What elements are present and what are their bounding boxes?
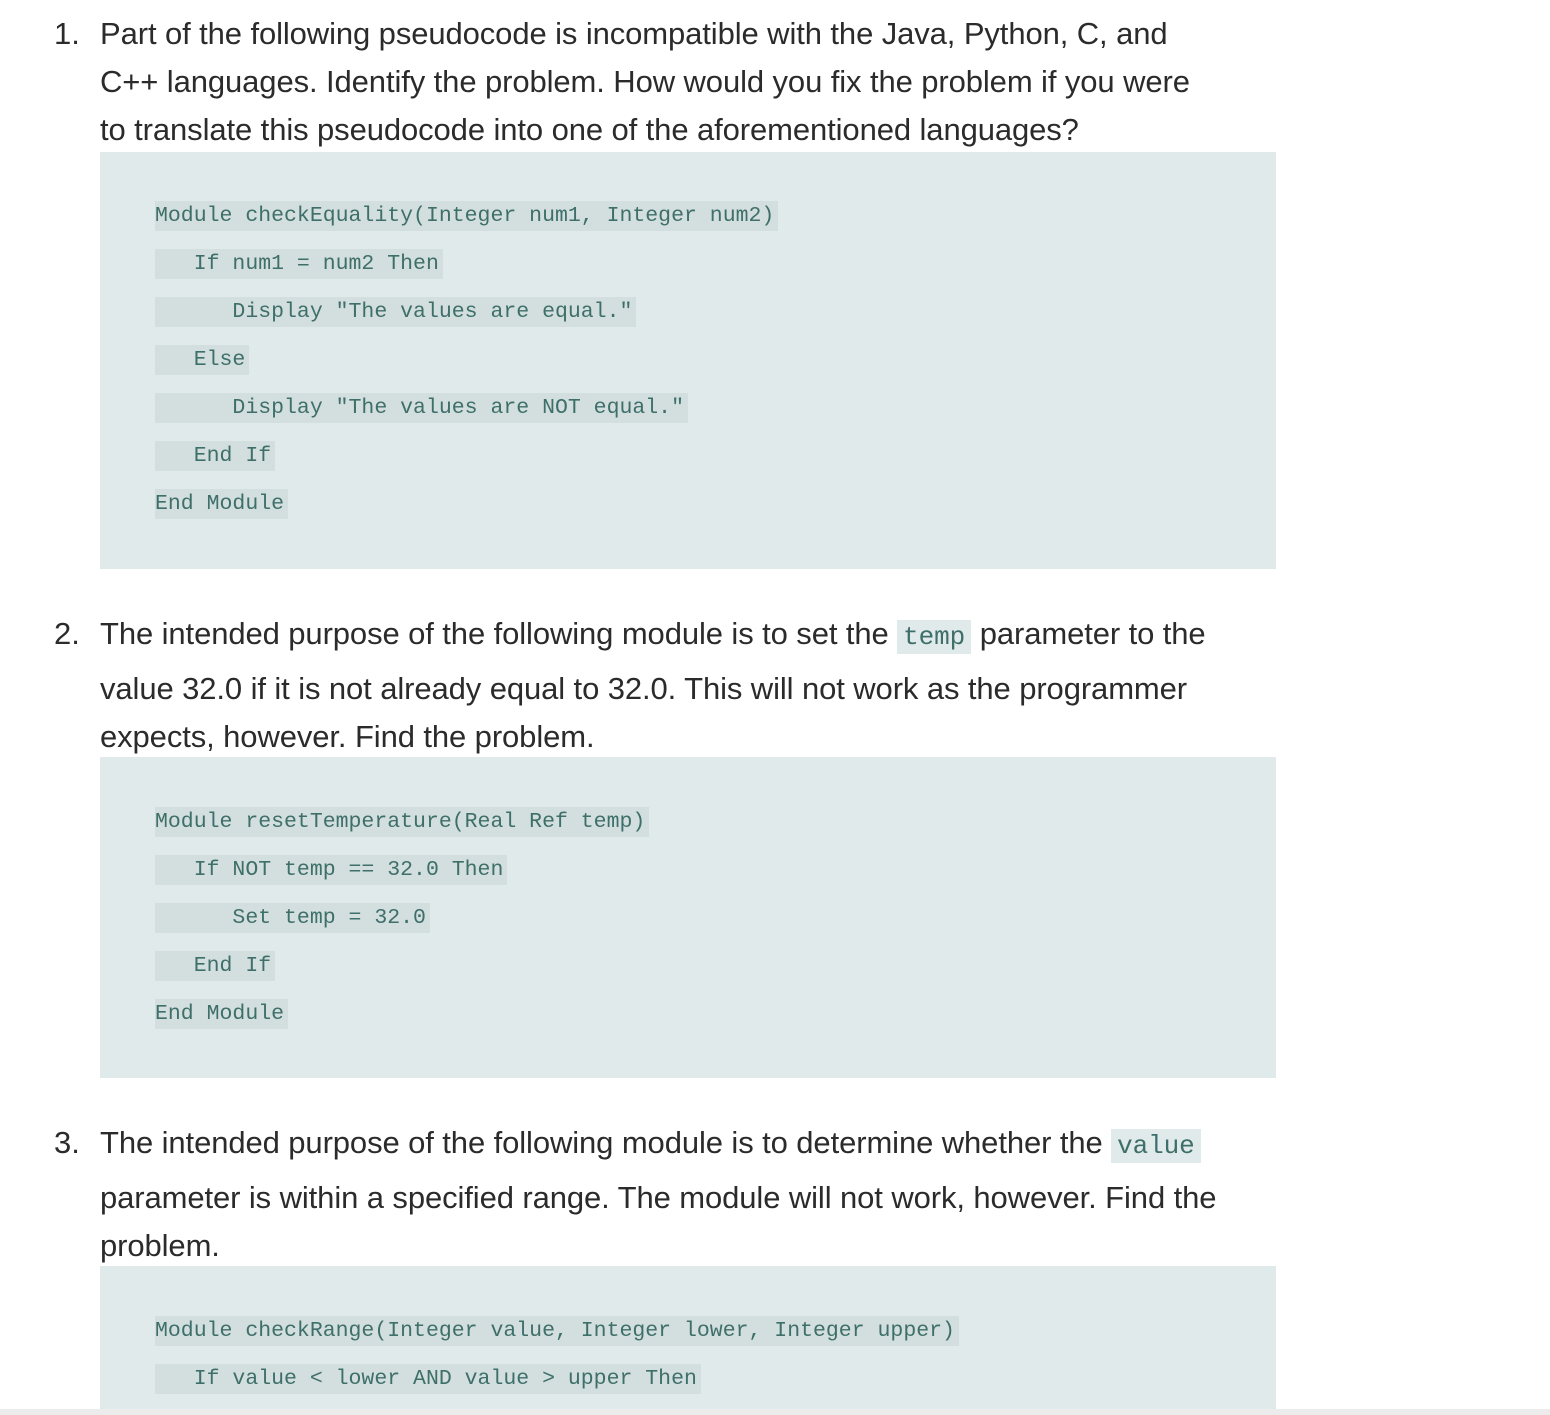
question-text-line: C++ languages. Identify the problem. How would you fix the problem if you were	[100, 64, 1190, 99]
code-block	[100, 152, 1276, 569]
code-line: Else	[155, 345, 249, 375]
code-line: Display "The values are NOT equal."	[155, 393, 688, 423]
code-block	[100, 1266, 1276, 1409]
code-line: Module resetTemperature(Real Ref temp)	[155, 807, 649, 837]
code-block	[100, 757, 1276, 1078]
code-line: If value < lower AND value > upper Then	[155, 1364, 701, 1394]
bottom-edge	[0, 1409, 1550, 1415]
question-number: 2.	[54, 616, 80, 651]
question-text-line	[100, 1119, 1285, 1170]
code-line: Display "The values are equal."	[155, 297, 636, 327]
code-line: End Module	[155, 489, 288, 519]
question-text	[100, 610, 1285, 761]
inline-code-value: value	[1111, 1129, 1201, 1163]
question-text-line: to translate this pseudocode into one of the aforementioned languages?	[100, 112, 1079, 147]
code-line: If NOT temp == 32.0 Then	[155, 855, 507, 885]
question-text-line: Part of the following pseudocode is incompatible with the Java, Python, C, and	[100, 16, 1168, 51]
code-line: End If	[155, 951, 275, 981]
code-line: Module checkEquality(Integer num1, Integer num2)	[155, 201, 778, 231]
question-text-segment: The intended purpose of the following module is to determine whether the	[100, 1125, 1112, 1160]
question-text-segment: The intended purpose of the following module is to set the	[100, 616, 898, 651]
code-line: End Module	[155, 999, 288, 1029]
question-number: 1.	[54, 16, 80, 51]
code-line: Set temp = 32.0	[155, 903, 430, 933]
question-text-line: problem.	[100, 1228, 220, 1263]
code-line: End If	[155, 441, 275, 471]
code-line: Module checkRange(Integer value, Integer lower, Integer upper)	[155, 1316, 959, 1346]
question-text-line: parameter is within a specified range. The module will not work, however. Find the	[100, 1180, 1217, 1215]
question-number: 3.	[54, 1125, 80, 1160]
question-text-line: value 32.0 if it is not already equal to 32.0. This will not work as the programmer	[100, 671, 1188, 706]
question-text-segment: parameter to the	[971, 616, 1206, 651]
inline-code-temp: temp	[897, 620, 971, 654]
question-text-line	[100, 610, 1285, 661]
code-line: If num1 = num2 Then	[155, 249, 443, 279]
question-text	[100, 1119, 1285, 1270]
question-text	[100, 10, 1285, 154]
question-text-line: expects, however. Find the problem.	[100, 719, 595, 754]
